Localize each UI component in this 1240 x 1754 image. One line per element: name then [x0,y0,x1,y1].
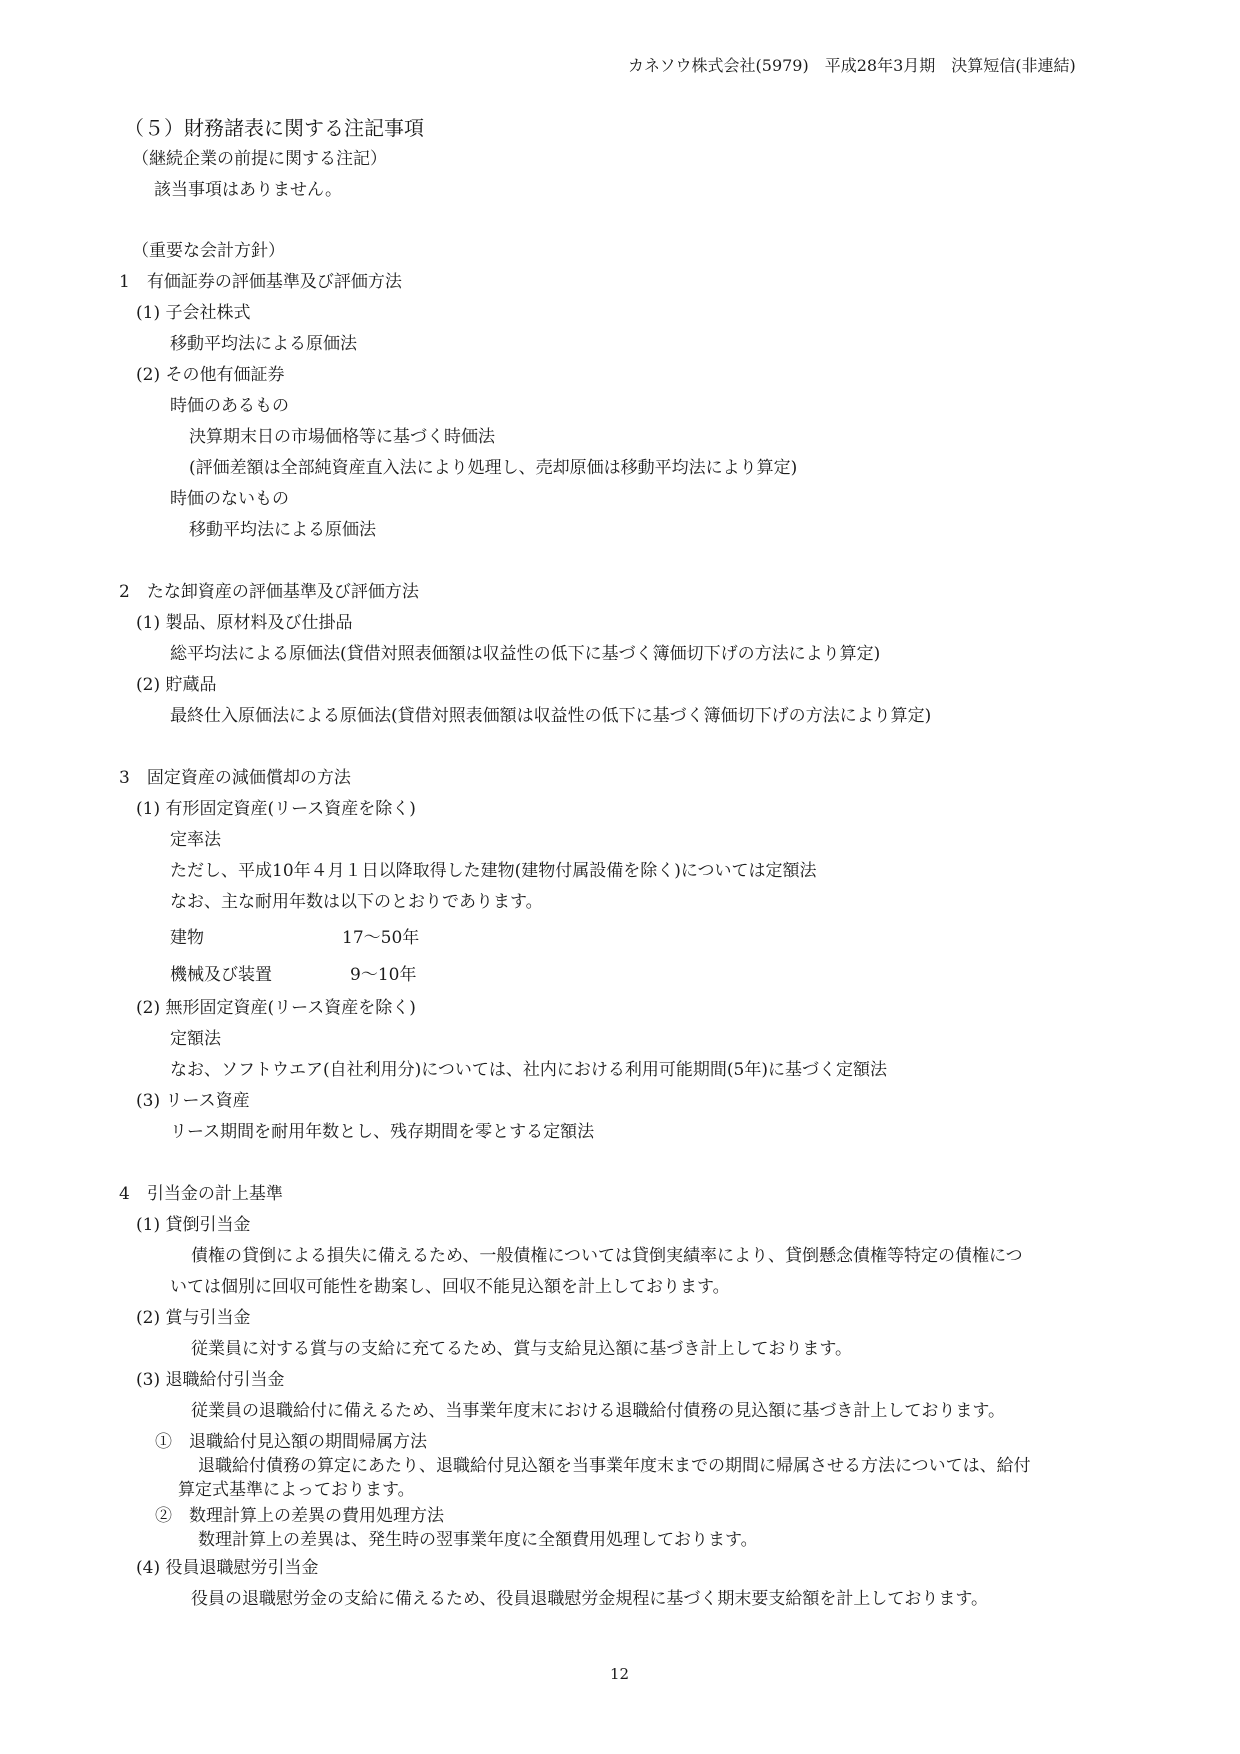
s2-item2: (2) 貯蔵品 [136,675,217,695]
going-concern-heading: （継続企業の前提に関する注記） [132,149,387,169]
s2-item2-text: 最終仕入原価法による原価法(貸借対照表価額は収益性の低下に基づく簿価切下げの方法により算定) [170,706,932,726]
s3-item1-text3: なお、主な耐用年数は以下のとおりであります。 [170,892,543,912]
s3-item1-text2: ただし、平成10年４月１日以降取得した建物(建物付属設備を除く)については定額法 [170,861,817,881]
accounting-policies-heading: （重要な会計方針） [132,241,285,261]
going-concern-text: 該当事項はありません。 [154,180,343,200]
s4-item4: (4) 役員退職慰労引当金 [136,1558,319,1578]
s3-item1: (1) 有形固定資産(リース資産を除く) [136,799,416,819]
page-header: カネソウ株式会社(5979) 平成28年3月期 決算短信(非連結) [628,56,1076,75]
s3-item2: (2) 無形固定資産(リース資産を除く) [136,998,416,1018]
s2-item1: (1) 製品、原材料及び仕掛品 [136,613,353,633]
s2-title: 2 たな卸資産の評価基準及び評価方法 [119,582,419,602]
s1-market-heading: 時価のあるもの [170,396,289,416]
s4-sub1-text2: 算定式基準によっております。 [178,1480,415,1500]
s4-item1-text2: いては個別に回収可能性を勘案し、回収不能見込額を計上しております。 [170,1277,730,1297]
s3-item3: (3) リース資産 [136,1091,250,1111]
s1-nomarket-heading: 時価のないもの [170,489,289,509]
s1-market-text2: (評価差額は全部純資産直入法により処理し、売却原価は移動平均法により算定) [189,458,798,478]
s4-item2-text: 従業員に対する賞与の支給に充てるため、賞与支給見込額に基づき計上しております。 [191,1339,852,1359]
s3-item3-text: リース期間を耐用年数とし、残存期間を零とする定額法 [170,1122,595,1142]
s4-item3: (3) 退職給付引当金 [136,1370,285,1390]
section-title: （５）財務諸表に関する注記事項 [124,116,424,140]
s1-item2: (2) その他有価証券 [136,365,285,385]
s4-sub1-text1: 退職給付債務の算定にあたり、退職給付見込額を当事業年度末までの期間に帰属させる方法については、給付 [198,1456,1031,1476]
useful-life-years-buildings: 17～50年 [342,928,420,948]
s4-sub2: ② 数理計算上の差異の費用処理方法 [155,1506,444,1526]
s3-item1-text1: 定率法 [170,830,221,850]
s3-item2-text1: 定額法 [170,1029,221,1049]
s3-item2-text2: なお、ソフトウエア(自社利用分)については、社内における利用可能期間(5年)に基づく定額法 [170,1060,888,1080]
s1-nomarket-text: 移動平均法による原価法 [189,520,376,540]
s4-item3-text: 従業員の退職給付に備えるため、当事業年度末における退職給付債務の見込額に基づき計上しております。 [191,1401,1005,1421]
page-number: 12 [610,1665,630,1683]
s1-title: 1 有価証券の評価基準及び評価方法 [119,272,402,292]
s4-item1-text1: 債権の貸倒による損失に備えるため、一般債権については貸倒実績率により、貸倒懸念債権等特定の債権につ [191,1246,1023,1266]
s2-item1-text: 総平均法による原価法(貸借対照表価額は収益性の低下に基づく簿価切下げの方法により算定) [170,644,881,664]
s4-sub2-text: 数理計算上の差異は、発生時の翌事業年度に全額費用処理しております。 [198,1530,758,1550]
s4-item2: (2) 賞与引当金 [136,1308,251,1328]
s3-title: 3 固定資産の減価償却の方法 [119,768,351,788]
s4-title: 4 引当金の計上基準 [119,1184,283,1204]
s1-item1-text: 移動平均法による原価法 [170,334,357,354]
useful-life-name-machinery: 機械及び装置 [170,965,272,985]
s4-item4-text: 役員の退職慰労金の支給に備えるため、役員退職慰労金規程に基づく期末要支給額を計上しております。 [191,1589,988,1609]
useful-life-years-machinery: 9～10年 [350,965,417,985]
s4-item1: (1) 貸倒引当金 [136,1215,251,1235]
s1-item1: (1) 子会社株式 [136,303,251,323]
s4-sub1: ① 退職給付見込額の期間帰属方法 [155,1432,427,1452]
useful-life-name-buildings: 建物 [170,928,204,948]
s1-market-text1: 決算期末日の市場価格等に基づく時価法 [189,427,495,447]
